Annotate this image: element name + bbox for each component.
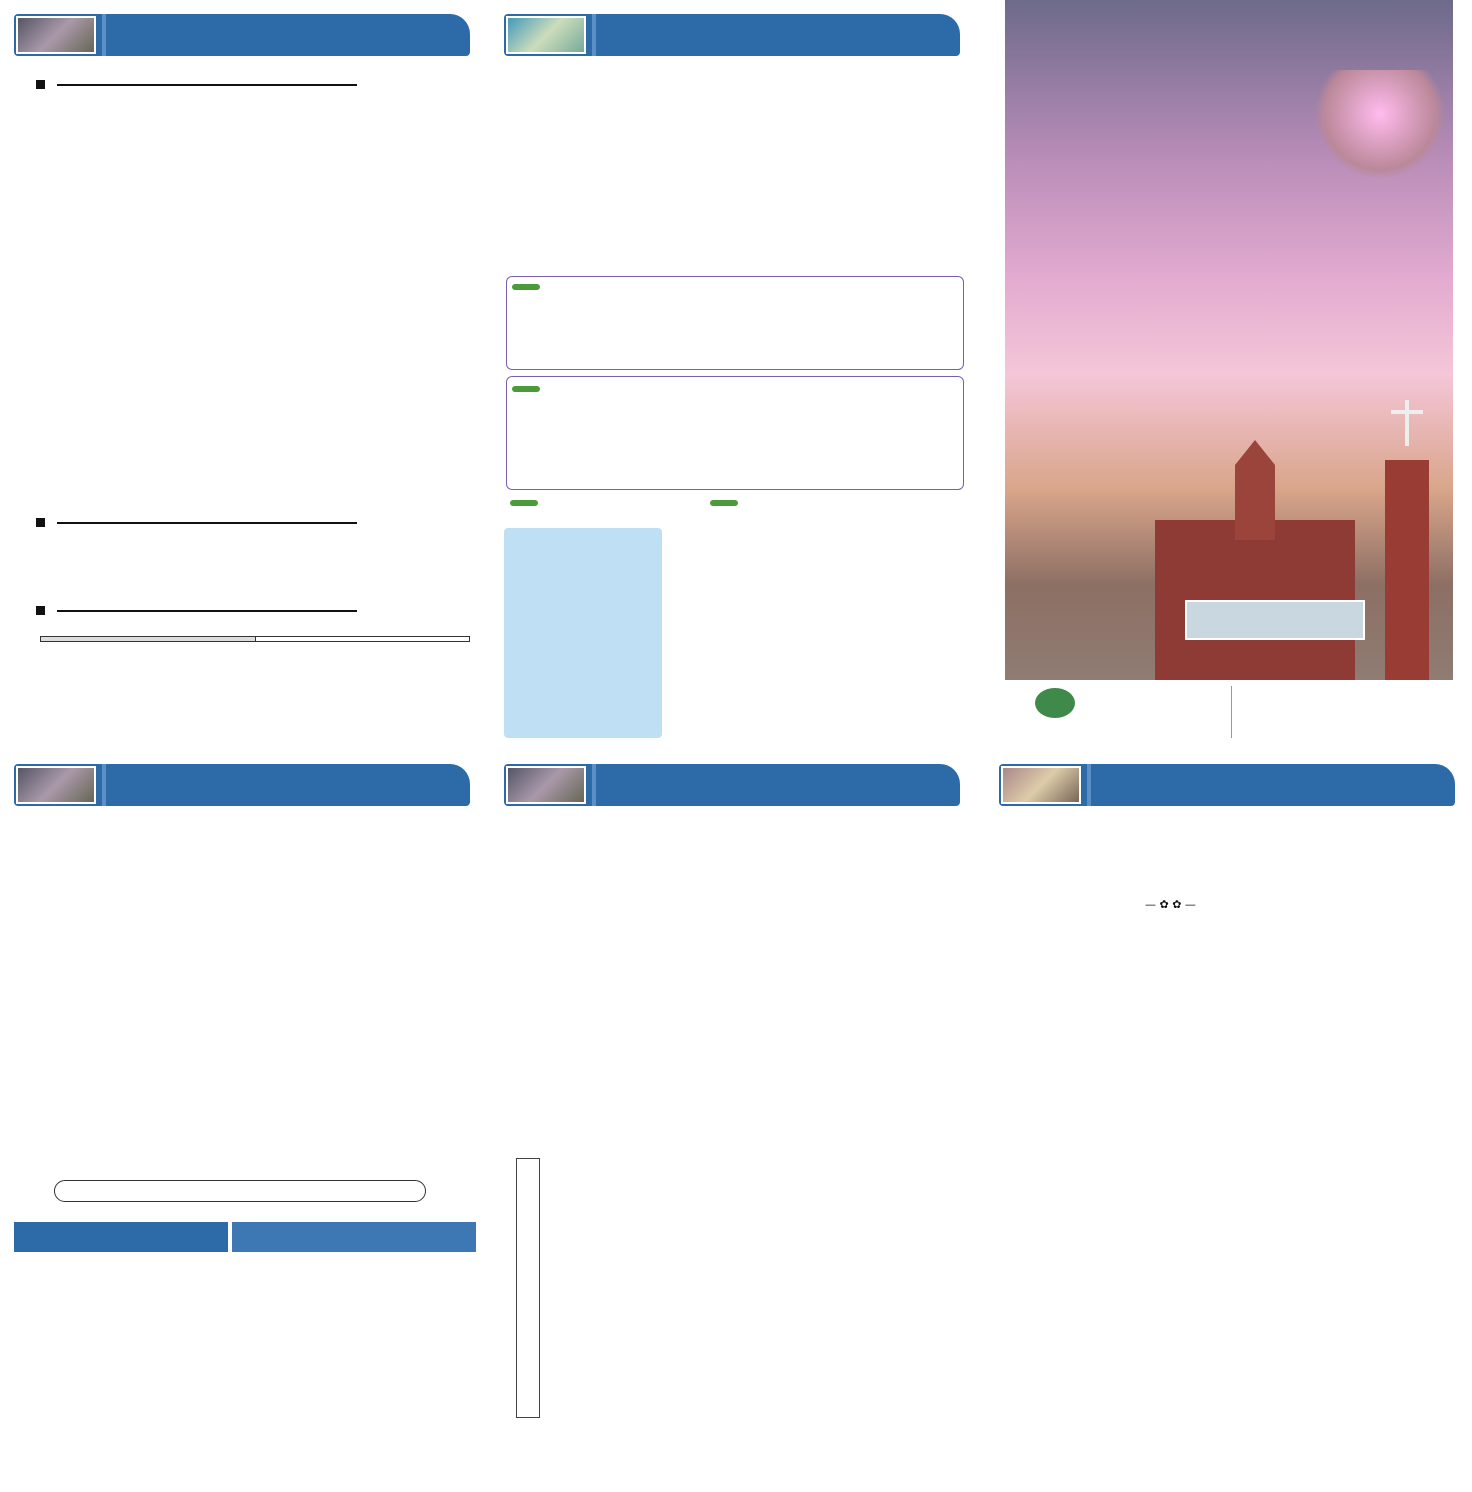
header-photo [506,766,586,804]
header-bar [504,14,960,56]
section-heading [36,80,357,89]
duty-side [516,1158,540,1418]
time-tag [510,500,538,506]
denomination-logo-icon [1035,688,1075,718]
panel-church-news-2 [490,0,980,750]
header-bar [14,14,470,56]
church-tower [1385,460,1429,680]
serve-tag [512,284,540,290]
panel-cover [985,0,1472,750]
mission-tag [512,386,540,392]
header-photo [1001,766,1081,804]
panel-sunday-worship [0,750,490,1492]
sheet-music [1015,918,1455,1478]
header-photo [506,16,586,54]
wed-header [232,1222,476,1252]
header-photo [16,16,96,54]
header-bar [14,764,470,806]
pm-header [14,1222,228,1252]
panel-hymn [985,750,1472,1492]
way-tag [710,500,738,506]
header-bar [504,764,960,806]
panel-offerings [490,750,980,1492]
new-family-table [40,636,470,642]
standing-note [54,1180,426,1202]
mission-box [506,376,964,490]
header-bar [999,764,1455,806]
panel-church-news-1 [0,0,490,750]
time-panel [504,528,662,738]
header-photo [16,766,96,804]
section-heading [36,518,357,527]
hymn-credit: — ✿ ✿ — [1145,898,1196,911]
section-heading [36,606,357,615]
map [685,530,965,740]
serve-box [506,276,964,370]
